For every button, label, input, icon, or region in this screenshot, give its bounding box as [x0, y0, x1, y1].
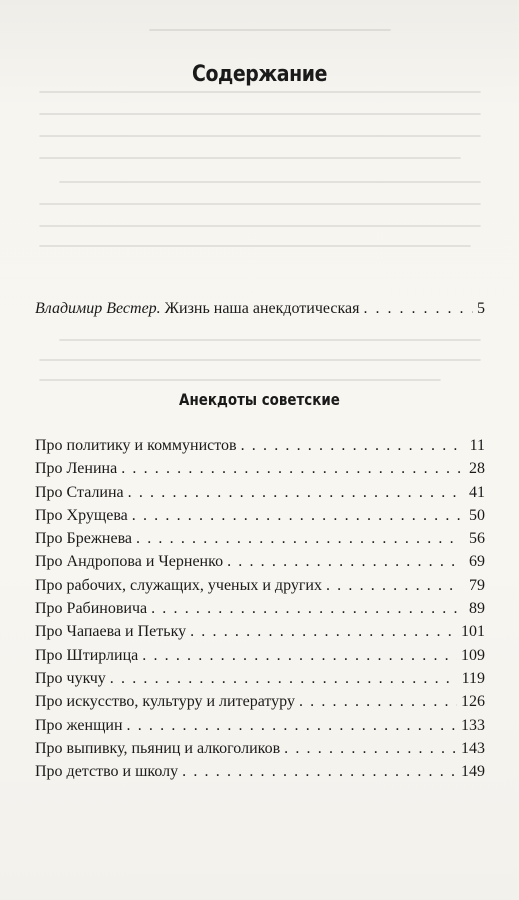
toc-entry-page: 109: [461, 646, 485, 664]
toc-entry-title: Про Ленина: [35, 460, 118, 478]
toc-entry-page: 69: [469, 553, 485, 571]
toc-entry[interactable]: [35, 597, 485, 620]
toc-entry[interactable]: [35, 714, 485, 737]
toc-entry-title: Про Хрущева: [35, 506, 128, 524]
toc-entry-page: 119: [461, 669, 485, 687]
dot-leader: [190, 620, 457, 643]
intro-title: Жизнь наша анекдотическая: [164, 300, 360, 317]
toc-entry[interactable]: [35, 667, 485, 690]
toc-entry-page: 28: [469, 460, 485, 478]
toc-entry[interactable]: [35, 644, 485, 667]
toc-entry[interactable]: [35, 527, 485, 550]
toc-entry[interactable]: [35, 760, 485, 783]
dot-leader: [142, 644, 457, 667]
toc-entry[interactable]: [35, 457, 485, 480]
dot-leader: [241, 434, 461, 457]
toc-entry-page: 41: [469, 483, 485, 501]
dot-leader: [182, 760, 457, 783]
toc-entry-page: 126: [461, 693, 485, 711]
dot-leader: [132, 504, 461, 527]
dot-leader: [128, 481, 461, 504]
toc-entry-title: Про выпивку, пьяниц и алкоголиков: [35, 739, 281, 757]
toc-entry[interactable]: [35, 737, 485, 760]
toc-entry-title: Про искусство, культуру и литературу: [35, 693, 295, 711]
toc-entry-page: 101: [461, 623, 485, 641]
toc-entry[interactable]: [35, 574, 485, 597]
toc-list: [35, 434, 485, 783]
toc-intro-entry[interactable]: [35, 300, 485, 318]
toc-entry-page: 79: [469, 576, 485, 594]
intro-author: Владимир Вестер.: [35, 300, 161, 317]
toc-entry-title: Про чукчу: [35, 669, 106, 687]
dot-leader: [110, 667, 458, 690]
intro-page-number: 5: [477, 300, 485, 317]
toc-entry-title: Про Андропова и Черненко: [35, 553, 224, 571]
toc-entry-page: 56: [469, 530, 485, 548]
toc-entry[interactable]: [35, 550, 485, 573]
dot-leader: [227, 550, 461, 573]
toc-entry-title: Про Брежнева: [35, 530, 133, 548]
toc-entry-page: 149: [461, 763, 485, 781]
toc-entry[interactable]: [35, 620, 485, 643]
section-title: Анекдоты советские: [179, 390, 340, 409]
toc-entry[interactable]: [35, 504, 485, 527]
toc-entry[interactable]: [35, 434, 485, 457]
dot-leader: [284, 737, 457, 760]
toc-entry[interactable]: [35, 690, 485, 713]
dot-leader: [127, 714, 457, 737]
dot-leader: [121, 457, 461, 480]
dot-leader: [136, 527, 461, 550]
toc-entry-page: 89: [469, 600, 485, 618]
page-title: Содержание: [191, 62, 327, 87]
toc-entry-title: Про Чапаева и Петьку: [35, 623, 187, 641]
dot-leader: [151, 597, 461, 620]
toc-entry-title: Про Сталина: [35, 483, 124, 501]
toc-entry-title: Про детство и школу: [35, 763, 179, 781]
dot-leader: [364, 300, 474, 318]
toc-entry-page: 143: [461, 739, 485, 757]
toc-entry-title: Про Рабиновича: [35, 600, 148, 618]
toc-entry-title: Про женщин: [35, 716, 123, 734]
dot-leader: [326, 574, 461, 597]
toc-entry-page: 11: [469, 437, 485, 454]
toc-entry[interactable]: [35, 481, 485, 504]
toc-entry-title: Про Штирлица: [35, 646, 139, 664]
dot-leader: [299, 690, 457, 713]
toc-entry-title: Про рабочих, служащих, ученых и других: [35, 576, 322, 594]
toc-entry-page: 50: [469, 506, 485, 524]
toc-entry-title: Про политику и коммунистов: [35, 437, 237, 454]
toc-entry-page: 133: [461, 716, 485, 734]
